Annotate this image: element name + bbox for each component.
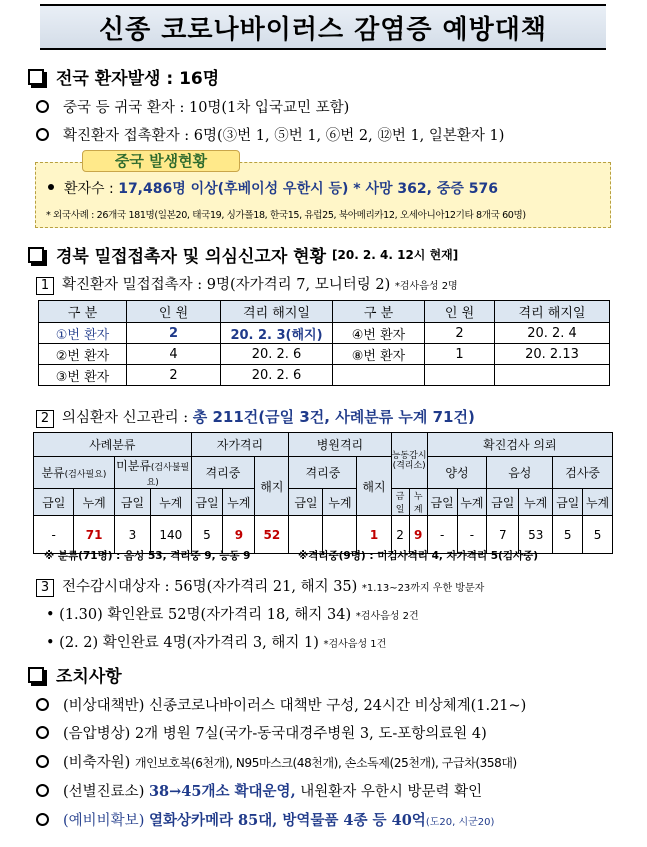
section-title: 조치사항 (56, 667, 122, 687)
number-box: 2 (36, 410, 54, 428)
isolation-note: ※격리중(9명) : 미검사격리 4, 자가격리 5(검사중) (298, 550, 539, 562)
circle-bullet-icon (36, 698, 49, 711)
checkbox-square-icon (28, 667, 44, 683)
china-status-tab: 중국 발생현황 (82, 150, 240, 172)
list-item: (음압병상) 2개 병원 7실(국가-동국대경주병원 3, 도-포항의료원 4) (36, 722, 487, 743)
list-item: (선별진료소) 38→45개소 확대운영, 내원환자 우한시 방문력 확인 (36, 780, 482, 801)
title-banner (40, 4, 606, 50)
checkbox-square-icon (28, 69, 44, 85)
timestamp: [20. 2. 4. 12시 현재] (332, 248, 459, 262)
table-row: - 71 3 140 5 9 52 1 2 9 - - 7 53 5 5 (34, 516, 613, 554)
circle-bullet-icon (36, 755, 49, 768)
list-item: • (2. 2) 확인완료 4명(자가격리 3, 해지 1) *검사음성 1건 (46, 635, 387, 651)
list-item: 중국 등 귀국 환자 : 10명(1차 입국교민 포함) (36, 96, 349, 117)
suspect-table: 사례분류 자가격리 병원격리 능동감시(격리소) 확진검사 의뢰 분류(검사필요) 미분류(검사불필요) 격리중 해지 격리중 해지 양성 음성 검사중 금일 누계 금일 누계 금일 누계 금일 누계 금일 누계 금일 누계 금일 누계 금일 누계 - 71 3 140 5 9 52 1 2 9 - - 7 53 5 5 (33, 432, 613, 554)
number-box: 1 (36, 277, 54, 295)
list-item: (비상대책반) 신종코로나바이러스 대책반 구성, 24시간 비상체계(1.21~) (36, 694, 526, 715)
table-row: ①번 환자 2 20. 2. 3(해지) ④번 환자 2 20. 2. 4 (39, 323, 610, 344)
list-item: 2 의심환자 신고관리 : 총 211건(금일 3건, 사례분류 누계 71건) (36, 406, 475, 428)
section-title: 경북 밀접접촉자 및 의심신고자 현황 (56, 247, 327, 267)
china-patients: 환자수 : 17,486명 이상(후베이성 우한시 등) * 사망 362, 중증 576 (44, 178, 498, 198)
table-row: ③번 환자 2 20. 2. 6 (39, 365, 610, 386)
foreign-cases-note: * 외국사례 : 26개국 181명(일본20, 태국19, 싱가폴18, 한국15, 유럽25, 북아메리카12, 오세아니아12기타 8개국 60명) (46, 210, 526, 221)
table-row: ②번 환자 4 20. 2. 6 ⑧번 환자 1 20. 2.13 (39, 344, 610, 365)
page-title: 신종 코로나바이러스 감염증 예방대책 (98, 14, 547, 45)
section-national (28, 64, 219, 89)
section-gyeongbuk (28, 242, 458, 267)
list-item: • (1.30) 확인완료 52명(자가격리 18, 해지 34) *검사음성 2건 (46, 607, 419, 623)
section-actions (28, 662, 122, 687)
square-bullet-icon (48, 184, 54, 190)
contacts-table: 구 분 인 원 격리 해지일 구 분 인 원 격리 해지일 ①번 환자 2 20. 2. 3(해지) ④번 환자 2 20. 2. 4 ②번 환자 4 20. 2. 6 ⑧번 환자 1 20. 2.13 ③번 환자 2 20. 2. 6 (38, 300, 610, 386)
list-item: (예비비확보) 열화상카메라 85대, 방역물품 4종 등 40억(도20, 시군20) (36, 809, 494, 830)
section-title: 전국 환자발생 : 16명 (56, 69, 220, 89)
circle-bullet-icon (36, 784, 49, 797)
circle-bullet-icon (36, 726, 49, 739)
list-item: (비축자원) 개인보호복(6천개), N95마스크(48천개), 손소독제(25천개), 구급차(358대) (36, 751, 517, 772)
number-box: 3 (36, 579, 54, 597)
list-item: 확진환자 접촉환자 : 6명(③번 1, ⑤번 1, ⑥번 2, ⑫번 1, 일본환자 1) (36, 124, 504, 145)
circle-bullet-icon (36, 813, 49, 826)
circle-bullet-icon (36, 128, 49, 141)
list-item: 3 전수감시대상자 : 56명(자가격리 21, 해지 35) *1.13~23까지 우한 방문자 (36, 575, 484, 597)
checkbox-square-icon (28, 247, 44, 263)
list-item: 1 확진환자 밀접접촉자 : 9명(자가격리 7, 모니터링 2) *검사음성 2명 (36, 273, 458, 295)
circle-bullet-icon (36, 100, 49, 113)
classification-note: ※ 분류(71명) : 음성 53, 격리중 9, 능동 9 (44, 550, 251, 562)
